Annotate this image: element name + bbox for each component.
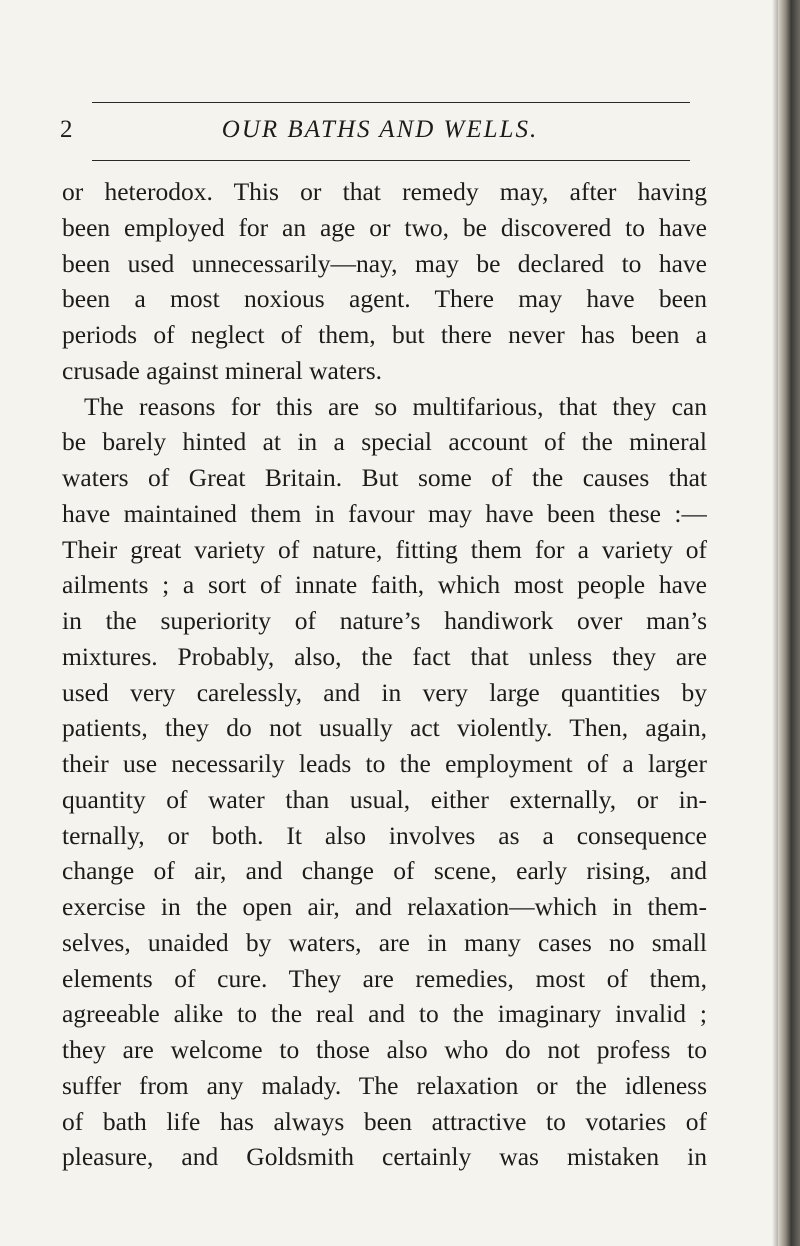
running-title: OUR BATHS AND WELLS. — [221, 116, 539, 143]
text-line: ternally, or both. It also involves as a consequence — [62, 820, 707, 850]
text-line: of bath life has always been attractive to votaries of — [62, 1106, 707, 1136]
text-line: been employed for an age or two, be discovered to have — [62, 212, 707, 242]
text-line: been used unnecessarily—nay, may be declared to have — [62, 248, 707, 278]
page-header — [60, 110, 700, 154]
header-rule-bottom — [92, 160, 690, 161]
book-spine-edge — [778, 0, 800, 1246]
body-text — [62, 174, 707, 1175]
text-line: patients, they do not usually act violently. Then, again, — [62, 713, 707, 743]
text-line: been a most noxious agent. There may have been — [62, 284, 707, 314]
text-line: or heterodox. This or that remedy may, after having — [62, 177, 707, 206]
text-line: crusade against mineral waters. — [62, 355, 383, 385]
text-line: exercise in the open air, and relaxation—which in them- — [62, 892, 707, 921]
text-line: their use necessarily leads to the employment of a larger — [62, 749, 707, 778]
header-rule-top — [92, 102, 690, 103]
text-line: mixtures. Probably, also, the fact that unless they are — [62, 641, 707, 671]
text-line: change of air, and change of scene, early rising, and — [62, 856, 707, 886]
text-line: ailments ; a sort of innate faith, which most people have — [62, 570, 707, 600]
text-line: suffer from any malady. The relaxation or the idleness — [62, 1070, 707, 1100]
text-line: elements of cure. They are remedies, most of them, — [62, 963, 707, 993]
text-line: periods of neglect of them, but there never has been a — [62, 320, 707, 349]
text-line: quantity of water than usual, either externally, or in- — [62, 784, 707, 814]
text-line: be barely hinted at in a special account of the mineral — [62, 427, 707, 457]
text-line: selves, unaided by waters, are in many cases no small — [62, 927, 707, 957]
text-line: pleasure, and Goldsmith certainly was mistaken in — [62, 1142, 707, 1172]
page-number: 2 — [60, 116, 73, 143]
text-line: agreeable alike to the real and to the imaginary invalid ; — [62, 999, 707, 1029]
paragraph-start: The reasons for this are so multifarious, that they can — [84, 391, 707, 421]
text-line: used very carelessly, and in very large quantities by — [62, 677, 707, 707]
text-line: in the superiority of nature’s handiwork over man’s — [62, 606, 707, 635]
text-line: have maintained them in favour may have been these :— — [62, 498, 707, 528]
text-line: they are welcome to those also who do not profess to — [62, 1035, 707, 1064]
text-line: waters of Great Britain. But some of the causes that — [62, 463, 707, 492]
text-line: Their great variety of nature, fitting them for a variety of — [62, 534, 707, 564]
